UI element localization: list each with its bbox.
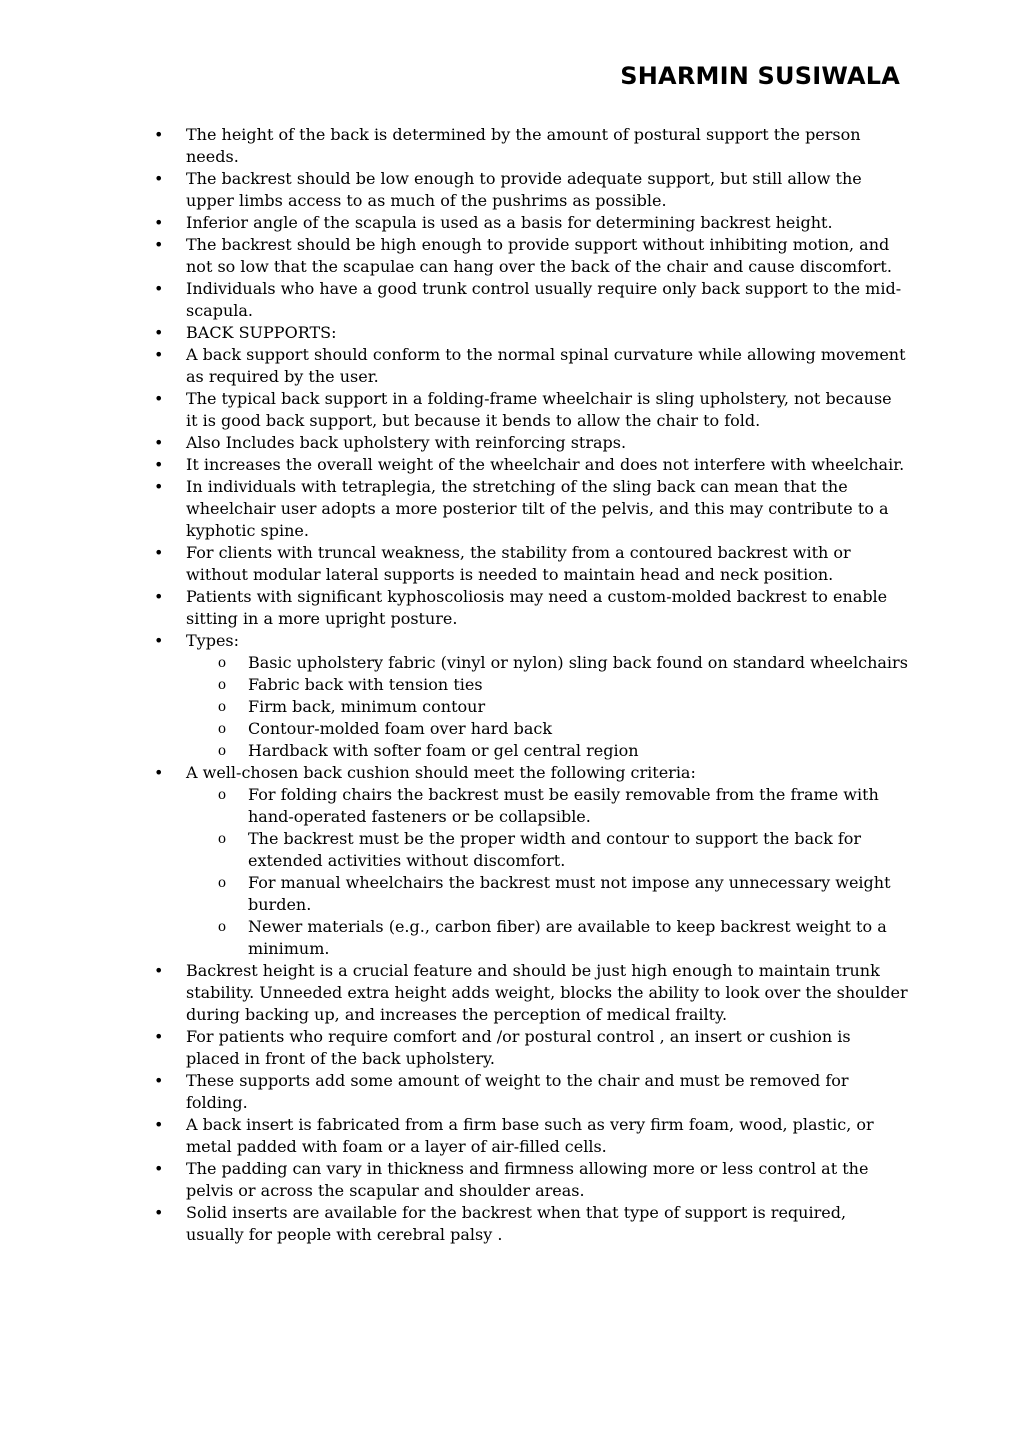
- criteria-sublist: [186, 784, 908, 960]
- list-item: • Backrest height is a crucial feature and should be just high enough to maintain trunk stability. Unneeded extra height adds weight, blocks the ability to look over the shoulder during backing up, and increases the perception of medical frailty.: [148, 960, 908, 1026]
- list-item: • Individuals who have a good trunk control usually require only back support to the mid-scapula.: [148, 278, 908, 322]
- list-item: • For clients with truncal weakness, the stability from a contoured backrest with or without modular lateral supports is needed to maintain head and neck position.: [148, 542, 908, 586]
- list-item-types: [148, 630, 908, 762]
- criteria-label: A well-chosen back cushion should meet the following criteria:: [186, 763, 696, 782]
- types-sublist: [186, 652, 908, 762]
- sub-list-item: o Hardback with softer foam or gel central region: [186, 740, 908, 762]
- list-item: • Inferior angle of the scapula is used as a basis for determining backrest height.: [148, 212, 908, 234]
- sub-list-item: o Contour-molded foam over hard back: [186, 718, 908, 740]
- list-item: • The backrest should be high enough to provide support without inhibiting motion, and not so low that the scapulae can hang over the back of the chair and cause discomfort.: [148, 234, 908, 278]
- list-item: • These supports add some amount of weight to the chair and must be removed for folding.: [148, 1070, 908, 1114]
- list-item: • It increases the overall weight of the wheelchair and does not interfere with wheelchair.: [148, 454, 908, 476]
- sub-list-item: o Basic upholstery fabric (vinyl or nylon) sling back found on standard wheelchairs: [186, 652, 908, 674]
- list-item: • Solid inserts are available for the backrest when that type of support is required, usually for people with cerebral palsy .: [148, 1202, 908, 1246]
- types-label: Types:: [186, 631, 240, 650]
- sub-list-item: o The backrest must be the proper width and contour to support the back for extended activities without discomfort.: [186, 828, 908, 872]
- sub-list-item: o Firm back, minimum contour: [186, 696, 908, 718]
- list-item: • BACK SUPPORTS:: [148, 322, 908, 344]
- list-item: • For patients who require comfort and /or postural control , an insert or cushion is placed in front of the back upholstery.: [148, 1026, 908, 1070]
- document-body: [148, 124, 908, 1246]
- list-item: • Also Includes back upholstery with reinforcing straps.: [148, 432, 908, 454]
- author-header: SHARMIN SUSIWALA: [620, 62, 900, 90]
- list-item: • Patients with significant kyphoscoliosis may need a custom-molded backrest to enable sitting in a more upright posture.: [148, 586, 908, 630]
- bullet-list: [148, 124, 908, 1246]
- list-item: • A back support should conform to the normal spinal curvature while allowing movement as required by the user.: [148, 344, 908, 388]
- sub-list-item: o For manual wheelchairs the backrest must not impose any unnecessary weight burden.: [186, 872, 908, 916]
- sub-list-item: o For folding chairs the backrest must be easily removable from the frame with hand-operated fasteners or be collapsible.: [186, 784, 908, 828]
- list-item: • The backrest should be low enough to provide adequate support, but still allow the upper limbs access to as much of the pushrims as possible.: [148, 168, 908, 212]
- sub-list-item: o Newer materials (e.g., carbon fiber) are available to keep backrest weight to a minimum.: [186, 916, 908, 960]
- list-item: • The padding can vary in thickness and firmness allowing more or less control at the pelvis or across the scapular and shoulder areas.: [148, 1158, 908, 1202]
- list-item: • In individuals with tetraplegia, the stretching of the sling back can mean that the wheelchair user adopts a more posterior tilt of the pelvis, and this may contribute to a kyphotic spine.: [148, 476, 908, 542]
- list-item-criteria: [148, 762, 908, 960]
- list-item: • The height of the back is determined by the amount of postural support the person needs.: [148, 124, 908, 168]
- list-item: • The typical back support in a folding-frame wheelchair is sling upholstery, not because it is good back support, but because it bends to allow the chair to fold.: [148, 388, 908, 432]
- sub-list-item: o Fabric back with tension ties: [186, 674, 908, 696]
- list-item: • A back insert is fabricated from a firm base such as very firm foam, wood, plastic, or metal padded with foam or a layer of air-filled cells.: [148, 1114, 908, 1158]
